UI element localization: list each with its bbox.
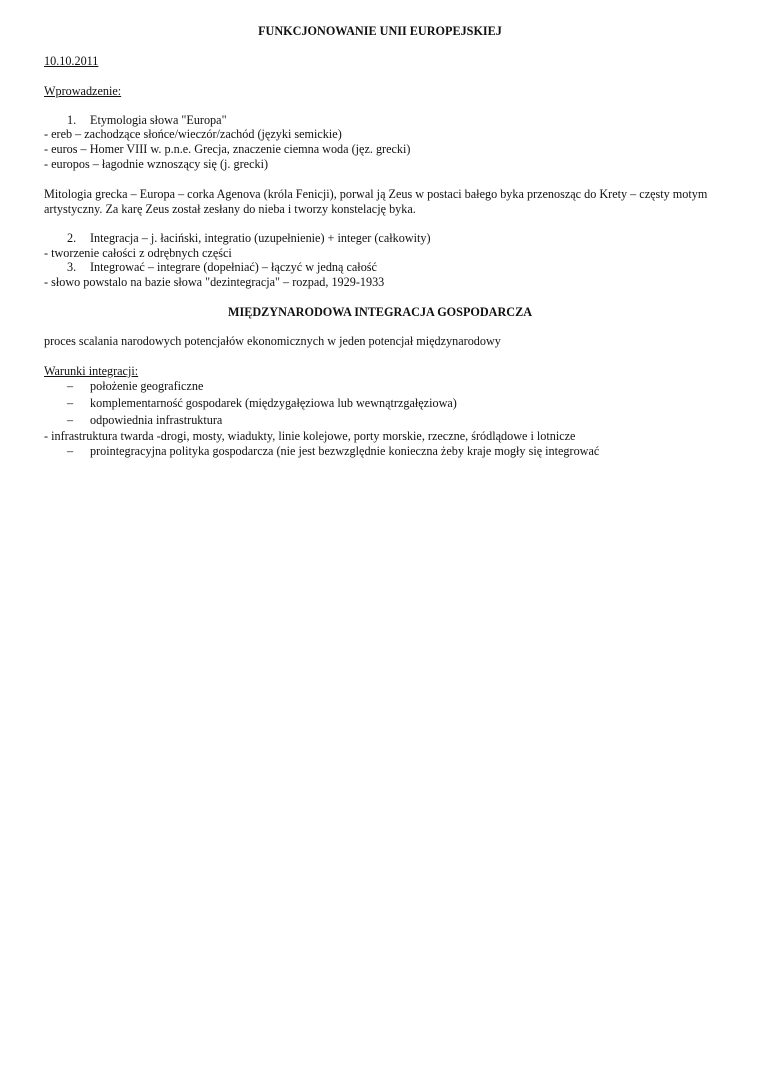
document-date: 10.10.2011 [44,54,99,68]
bullet1-text: położenie geograficzne [90,379,204,393]
ereb-line: - ereb – zachodzące słońce/wieczór/zachód (języki semickie) [44,127,342,141]
bullet1-dash: – [67,379,74,393]
mythology-paragraph: Mitologia grecka – Europa – corka Agenova (króla Fenicji), porwal ją Zeus w postaci bałego byka przenosząc do Krety – częsty motym artystyczny. Za karę Zeus został zesłany do nieba i tworzy konstelację byka. [44,187,708,216]
euros-line: - euros – Homer VIII w. p.n.e. Grecja, znaczenie ciemna woda (jęz. grecki) [44,142,411,156]
europos-line: - europos – łagodnie wznoszący się (j. grecki) [44,157,269,171]
item2-number: 2. [67,231,77,245]
item3-text: Integrować – integrare (dopełniać) – łączyć w jedną całość [90,260,377,274]
definition-line: proces scalania narodowych potencjałów ekonomicznych w jeden potencjał międzynarodowy [44,334,501,348]
bullet4-text: prointegracyjna polityka gospodarcza (nie jest bezwzględnie konieczna żeby kraje mogły się integrować [90,444,600,458]
conditions-heading: Warunki integracji: [44,364,139,378]
item1-number: 1. [67,113,77,127]
bullet2-text: komplementarność gospodarek (międzygałęziowa lub wewnątrzgałęziowa) [90,396,457,410]
bullet4-dash: – [67,444,74,458]
bullet3-dash: – [67,413,74,427]
item1-text: Etymologia słowa "Europa" [90,113,227,127]
intro-heading: Wprowadzenie: [44,84,122,98]
item2-note: - tworzenie całości z odrębnych części [44,246,232,260]
bullet2-dash: – [67,396,74,410]
item3-note: - słowo powstalo na bazie słowa "dezintegracja" – rozpad, 1929-1933 [44,275,385,289]
item3-number: 3. [67,260,77,274]
section2-title: MIĘDZYNARODOWA INTEGRACJA GOSPODARCZA [227,305,533,319]
bullet3-text: odpowiednia infrastruktura [90,413,223,427]
item2-text: Integracja – j. łaciński, integratio (uzupełnienie) + integer (całkowity) [90,231,431,245]
infra-note: - infrastruktura twarda -drogi, mosty, wiadukty, linie kolejowe, porty morskie, rzeczne, śródlądowe i lotnicze [44,429,576,443]
document-title: FUNKCJONOWANIE UNII EUROPEJSKIEJ [258,24,502,38]
